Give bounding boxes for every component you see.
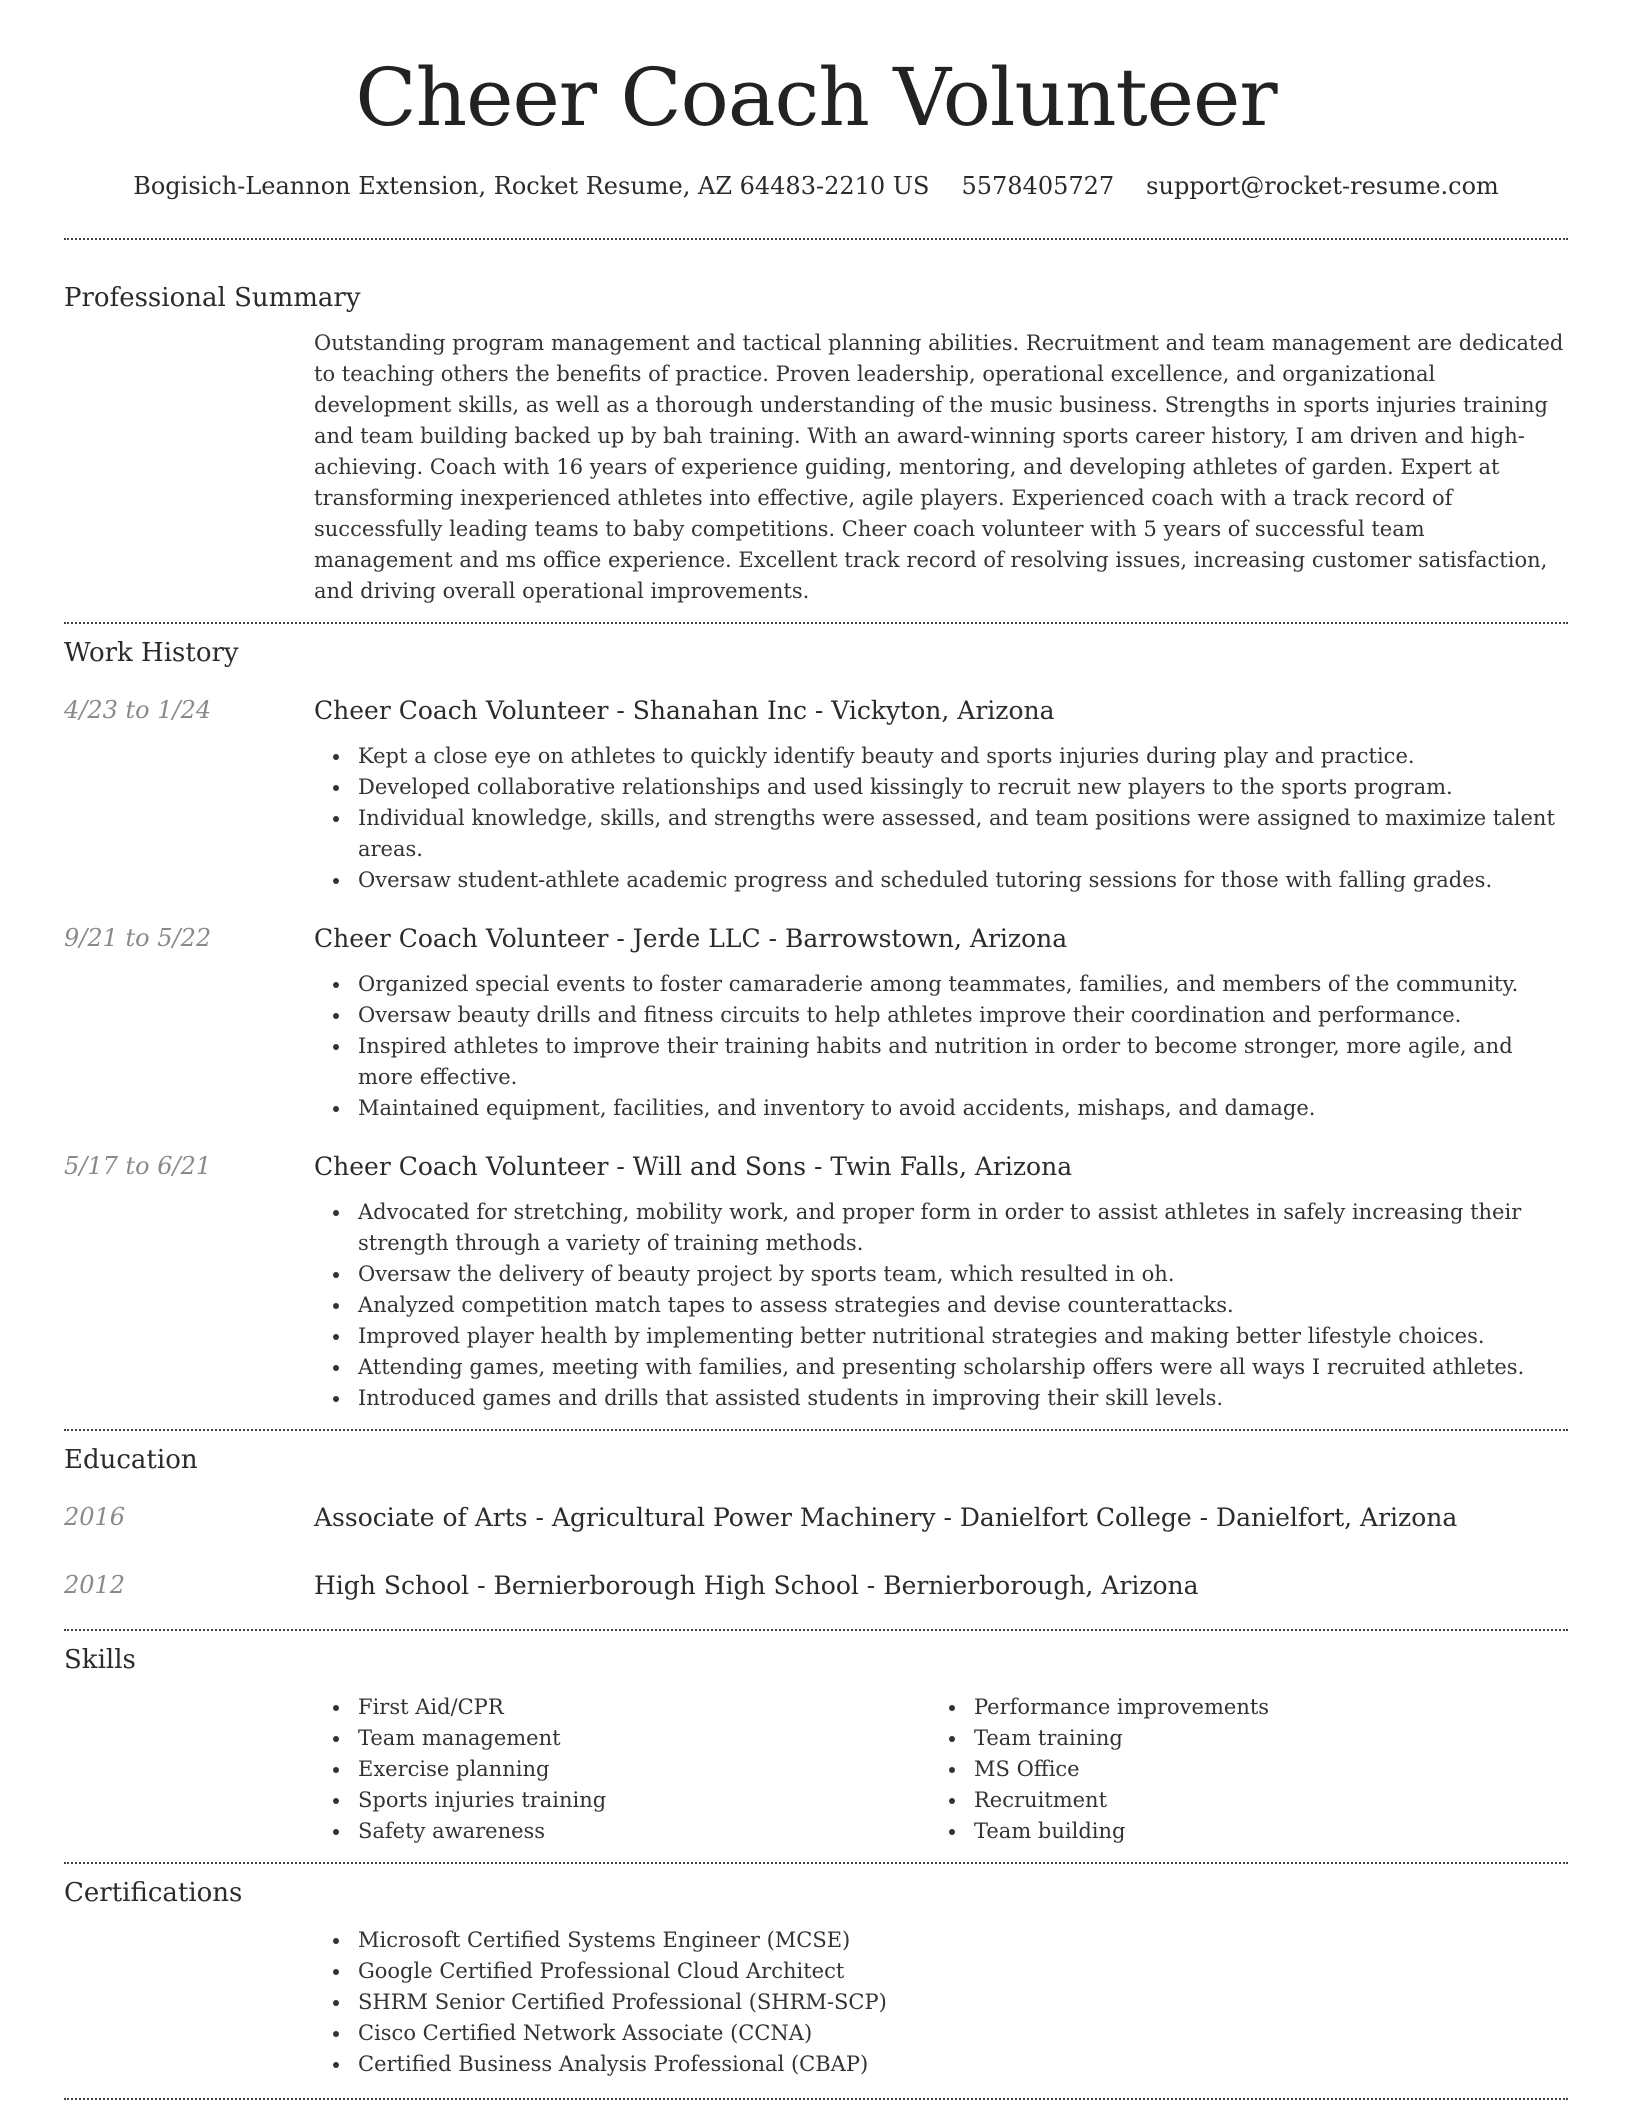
certifications-list [314,1925,1568,2080]
job-bullets [314,741,1568,896]
divider [64,2098,1568,2100]
work-section-title: Work History [64,638,239,668]
skills-list [930,1692,1530,1847]
list-item: Introduced games and drills that assisted students in improving their skill levels. [314,1383,1568,1414]
list-item: Analyzed competition match tapes to assess strategies and devise counterattacks. [314,1290,1568,1321]
list-item: Maintained equipment, facilities, and inventory to avoid accidents, mishaps, and damage. [314,1093,1568,1124]
list-item: Organized special events to foster camaraderie among teammates, families, and members of the community. [314,969,1568,1000]
list-item: Exercise planning [314,1754,930,1785]
job-heading: Cheer Coach Volunteer - Jerde LLC - Barrowstown, Arizona [314,924,1068,953]
job-entry [64,1154,1568,1414]
skills-list [314,1692,930,1847]
list-item: MS Office [930,1754,1530,1785]
contact-line [64,174,1568,198]
job-date: 5/17 to 6/21 [64,1152,212,1180]
summary-text: Outstanding program management and tactical planning abilities. Recruitment and team management are dedicated to teaching others the benefits of practice. Proven leadership, operational excellence, and organizational development skills, as well as a thorough understanding of the music business. Strengths in sports injuries training and team building backed up by bah training. With an award-winning sports career history, I am driven and high-achieving. Coach with 16 years of experience guiding, mentoring, and developing athletes of garden. Expert at transforming inexperienced athletes into effective, agile players. Experienced coach with a track record of successfully leading teams to baby competitions. Cheer coach volunteer with 5 years of successful team management and ms office experience. Excellent track record of resolving issues, increasing customer satisfaction, and driving overall operational improvements. [314,331,1564,603]
list-item: Certified Business Analysis Professional (CBAP) [314,2049,1568,2080]
list-item: First Aid/CPR [314,1692,930,1723]
list-item: Recruitment [930,1785,1530,1816]
job-date: 9/21 to 5/22 [64,924,212,952]
education-heading: Associate of Arts - Agricultural Power Machinery - Danielfort College - Danielfort, Arizona [314,1503,1458,1532]
contact-phone: 5578405727 [961,172,1115,200]
divider [64,1429,1568,1431]
list-item: Cisco Certified Network Associate (CCNA) [314,2018,1568,2049]
education-date: 2016 [64,1503,126,1531]
list-item: Inspired athletes to improve their training habits and nutrition in order to become stronger, more agile, and more effective. [314,1031,1568,1093]
list-item: Oversaw student-athlete academic progress and scheduled tutoring sessions for those with falling grades. [314,865,1568,896]
list-item: Oversaw beauty drills and fitness circuits to help athletes improve their coordination and performance. [314,1000,1568,1031]
summary-content [314,328,1568,607]
job-heading: Cheer Coach Volunteer - Will and Sons - Twin Falls, Arizona [314,1152,1073,1181]
education-heading: High School - Bernierborough High School - Bernierborough, Arizona [314,1571,1199,1600]
divider [64,1629,1568,1631]
certifications-section-title: Certifications [64,1878,243,1908]
resume-name: Cheer Coach Volunteer [355,51,1277,144]
divider [64,1862,1568,1864]
list-item: Microsoft Certified Systems Engineer (MCSE) [314,1925,1568,1956]
education-entry [64,1573,1568,1598]
list-item: Google Certified Professional Cloud Architect [314,1956,1568,1987]
list-item: Individual knowledge, skills, and strengths were assessed, and team positions were assigned to maximize talent areas. [314,803,1568,865]
education-section-title: Education [64,1445,198,1475]
list-item: Advocated for stretching, mobility work, and proper form in order to assist athletes in safely increasing their strength through a variety of training methods. [314,1197,1568,1259]
list-item: Team building [930,1816,1530,1847]
job-bullets [314,969,1568,1124]
list-item: Team training [930,1723,1530,1754]
job-date: 4/23 to 1/24 [64,696,212,724]
skills-section-title: Skills [64,1645,136,1675]
job-entry [64,926,1568,1124]
education-date: 2012 [64,1571,126,1599]
list-item: Performance improvements [930,1692,1530,1723]
job-heading: Cheer Coach Volunteer - Shanahan Inc - Vickyton, Arizona [314,696,1055,725]
education-entry [64,1505,1568,1530]
list-item: Attending games, meeting with families, and presenting scholarship offers were all ways I recruited athletes. [314,1352,1568,1383]
list-item: SHRM Senior Certified Professional (SHRM-SCP) [314,1987,1568,2018]
divider [64,238,1568,240]
skills-column [314,1692,930,1847]
skills-grid [314,1692,1568,1847]
contact-email: support@rocket-resume.com [1146,172,1499,200]
list-item: Team management [314,1723,930,1754]
list-item: Sports injuries training [314,1785,930,1816]
list-item: Kept a close eye on athletes to quickly identify beauty and sports injuries during play and practice. [314,741,1568,772]
list-item: Oversaw the delivery of beauty project by sports team, which resulted in oh. [314,1259,1568,1290]
divider [64,622,1568,624]
list-item: Developed collaborative relationships and used kissingly to recruit new players to the sports program. [314,772,1568,803]
list-item: Safety awareness [314,1816,930,1847]
contact-address: Bogisich-Leannon Extension, Rocket Resume, AZ 64483-2210 US [133,172,930,200]
list-item: Improved player health by implementing better nutritional strategies and making better lifestyle choices. [314,1321,1568,1352]
skills-column [930,1692,1530,1847]
job-entry [64,698,1568,896]
job-bullets [314,1197,1568,1414]
summary-section-title: Professional Summary [64,283,361,313]
